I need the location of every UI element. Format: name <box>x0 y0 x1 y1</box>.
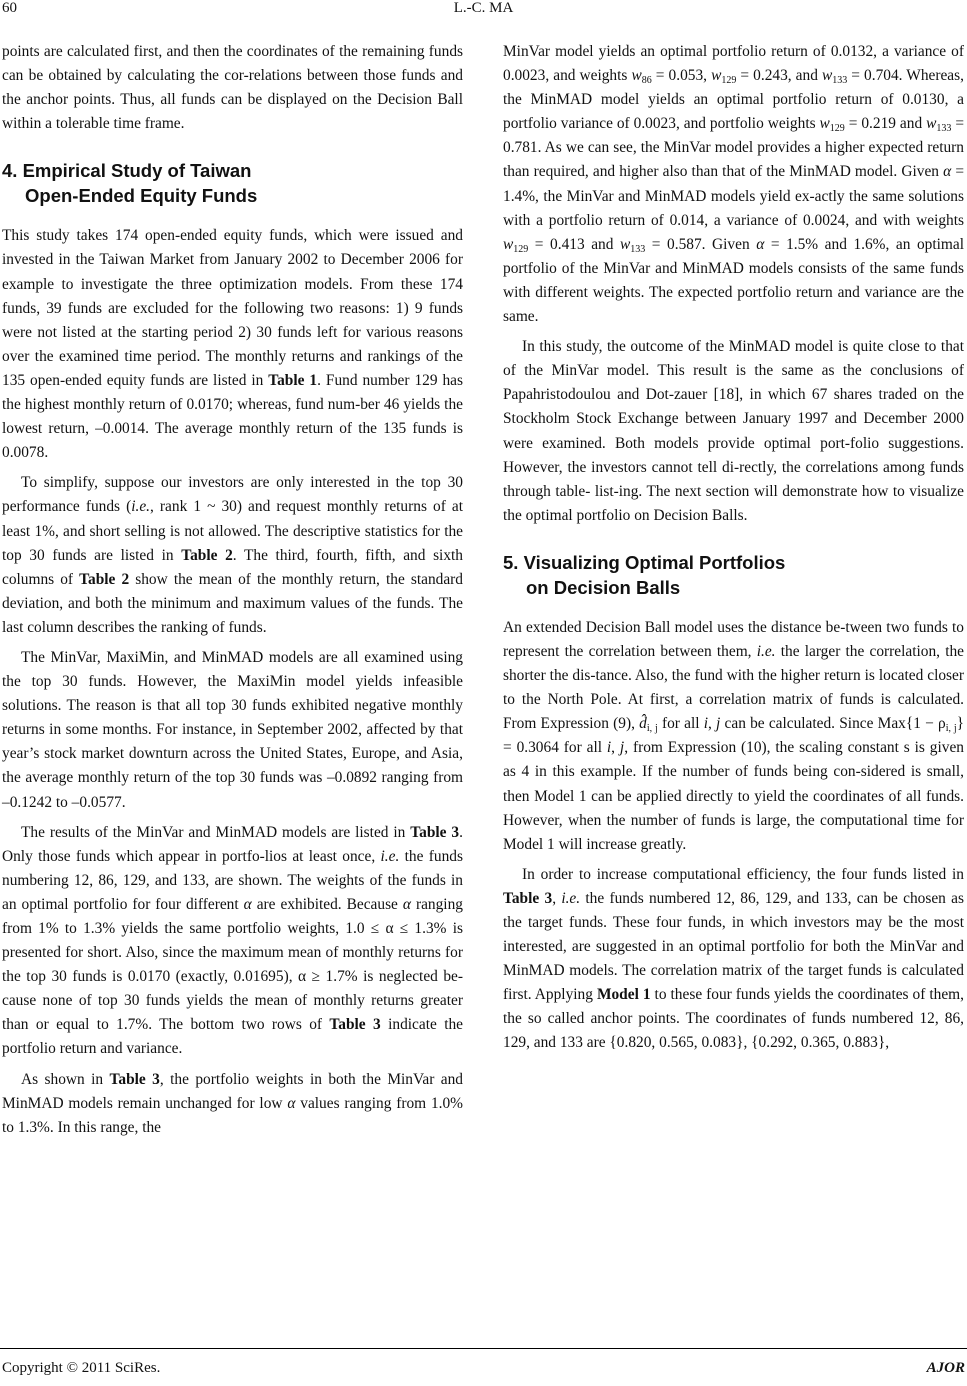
text-run: To simplify, suppose our investors are only interested in the top 30 performance funds ( <box>2 474 463 516</box>
text-run: = 1.4%, the MinVar and MinMAD models yield ex-actly the same solutions with a portfolio return of 0.014, a variance of 0.0024, and with weights <box>503 163 965 229</box>
text-run: , rank 1 ~ 30) and request monthly returns of at least 1%, and short selling is not allowed. The descriptive statistics for the top 30 funds are listed in <box>2 498 463 564</box>
math-var: j <box>619 739 625 757</box>
text-italic: i.e. <box>131 498 151 516</box>
text-run: . The third, fourth, fifth, and sixth columns of <box>2 546 463 588</box>
table-ref: Table 1 <box>268 371 318 389</box>
math-inline: Max{1 − ρ <box>877 715 946 733</box>
weight-symbol: w <box>619 235 631 253</box>
text-run: the funds numbering 12, 86, 129, and 133, are shown. The weights of the funds in an optimal portfolio for four different <box>2 847 463 913</box>
text-run: , <box>611 739 620 757</box>
text-run: = 0.053, <box>651 67 712 85</box>
model-ref: Model 1 <box>596 986 651 1004</box>
text-run: values ranging from 1.0% to 1.3%. In this range, the <box>2 1094 463 1136</box>
text-run: show the mean of the monthly return, the standard deviation, and both the minimum and maximum values of the funds. The last column describes the ranking of funds. <box>2 570 463 636</box>
subscript: 133 <box>832 75 848 87</box>
text-run: = 0.3064 for all <box>503 739 607 757</box>
alpha-symbol: α <box>287 1094 296 1112</box>
paragraph-intro: points are calculated first, and then the coordinates of the remaining funds can be obtained by calculating the cor-relations between those funds and the anchor points. Thus, all funds can be displayed on the Decision Ball within a tolerable time frame. <box>2 43 463 133</box>
text-run: = 0.219 and <box>844 115 927 133</box>
text-run: = 0.781. As we can see, the MinVar model provides a higher expected return than required, and higher also than that of the MinMAD model. Given <box>503 115 964 181</box>
right-column <box>503 40 964 1062</box>
alpha-symbol: α <box>243 895 252 913</box>
subscript: 129 <box>721 75 737 87</box>
text-run: , <box>707 715 717 733</box>
left-column <box>2 40 463 1146</box>
section-5-heading <box>503 550 964 600</box>
text-run: = 0.704. Whereas, the MinMAD model yields an optimal portfolio return of 0.0130, a portfolio variance of 0.0023, and portfolio weights <box>503 67 964 133</box>
math-inline: } <box>956 715 965 733</box>
text-run: = 0.413 and <box>528 235 620 253</box>
text-italic: i.e. <box>561 889 581 907</box>
subscript: 129 <box>829 123 845 135</box>
text-run: = 0.243, and <box>736 67 822 85</box>
paragraph-6 <box>503 40 964 329</box>
text-run: As shown in <box>21 1070 110 1088</box>
table-ref: Table 2 <box>79 570 130 588</box>
math-var: i <box>703 715 708 733</box>
table-ref: Table 3 <box>109 1070 160 1088</box>
text-run: is neglected be-cause none of top 30 funds yields the mean of monthly returns greater than or equal to 1.7%. The bottom two rows of <box>2 968 463 1034</box>
subscript: i, j <box>945 723 957 735</box>
paragraph-2 <box>2 471 463 640</box>
subscript: 133 <box>630 243 646 255</box>
table-ref: Table 2 <box>181 546 233 564</box>
text-run: are exhibited. Because <box>251 895 403 913</box>
table-ref: Table 3 <box>329 1016 381 1034</box>
section-4-heading-line2: Open-Ended Equity Funds <box>25 185 258 207</box>
text-run: An extended Decision Ball model uses the distance be-tween two funds to represent the correlation between them, <box>503 618 964 660</box>
math-var: j <box>716 715 721 733</box>
text-run: indicate the portfolio return and variance. <box>2 1016 463 1058</box>
paragraph-9 <box>503 863 964 1056</box>
weight-symbol: w <box>819 115 830 133</box>
footer-copyright: Copyright © 2011 SciRes. <box>2 1360 161 1376</box>
subscript: i, j <box>646 723 658 735</box>
running-head: L.-C. MA <box>453 0 514 16</box>
paragraph-4 <box>2 821 463 1062</box>
text-run: can be calculated. Since <box>720 715 878 733</box>
section-5-heading-line1: 5. Visualizing Optimal Portfolios <box>503 551 786 573</box>
section-5-heading-line2: on Decision Balls <box>526 576 681 598</box>
paragraph-1 <box>2 224 463 465</box>
paragraph-7: In this study, the outcome of the MinMAD model is quite close to that of the MinVar model. This result is the same as the conclusions of Papahristodoulou and Dot-zauer [18], in which 67 shares traded on the Stockholm Stock Exchange between January 1997 and December 2000 were examined. Both models provide optimal port-folio suggestions. However, the investors cannot tell di-rectly, the correlations among funds through table- list-ing. The next section will demonstrate how to visualize the optimal portfolio on Decision Balls. <box>503 338 964 524</box>
math-inline: 1.0 ≤ α ≤ 1.3% <box>345 920 447 937</box>
text-run: , <box>552 889 562 907</box>
text-run: the funds numbered 12, 86, 129, and 133, can be chosen as the target funds. These four funds, in which investors may be the most interested, are suggested in an optimal portfolio for both the MinVar and MinMAD models. The correlation matrix of the target funds is calculated first. Applying <box>503 889 964 1004</box>
alpha-symbol: α <box>943 163 952 181</box>
table-ref: Table 3 <box>410 823 460 841</box>
footer-journal: AJOR <box>926 1360 965 1376</box>
table-ref: Table 3 <box>503 889 553 907</box>
section-4-heading-line1: 4. Empirical Study of Taiwan <box>2 160 252 182</box>
text-run: for all <box>657 715 704 733</box>
weight-symbol: w <box>926 115 937 133</box>
page-number: 60 <box>2 0 17 16</box>
paragraph-5 <box>2 1068 463 1140</box>
text-run: In order to increase computational efficiency, the four funds listed in <box>522 865 964 883</box>
text-run: , the portfolio weights in both the MinVar and MinMAD models remain unchanged for low <box>2 1070 464 1112</box>
subscript: 133 <box>936 123 952 135</box>
weight-symbol: w <box>503 235 514 253</box>
subscript: 86 <box>641 75 652 87</box>
text-run: , from Expression (10), the scaling constant s is given as 4 in this example. If the number of funds being con-sidered is small, then Model 1 can be applied directly to yield the coordinates of all funds. However, when the number of funds is large, the computational time for Model 1 will increase greatly. <box>503 739 964 853</box>
footer-divider <box>0 1348 967 1349</box>
text-run: . Only those funds which appear in portfo-lios at least once, <box>2 823 463 865</box>
text-run: to these four funds yields the coordinates of them, the so called anchor points. The coordinates of funds numbered 12, 86, 129, and 133 are {0.820, 0.565, 0.083}, {0.292, 0.365, 0.883}, <box>503 986 964 1052</box>
text-italic: i.e. <box>380 847 400 865</box>
paragraph-8 <box>503 616 964 857</box>
math-d-hat: d̂ <box>639 715 647 733</box>
alpha-symbol: α <box>402 895 411 913</box>
subscript: 129 <box>513 243 529 255</box>
paragraph-3: The MinVar, MaxiMin, and MinMAD models are all examined using the top 30 funds. However, the MaxiMin model yields infeasible solutions. The reason is that all top 30 funds exhibited negative monthly returns in some months. For instance, in September 2002, affected by that year’s stock market downturn across the United States, Europe, and Asia, the average monthly return of the top 30 funds was –0.0892 ranging from –0.1242 to –0.0577. <box>2 648 463 811</box>
weight-symbol: w <box>711 67 722 85</box>
weight-symbol: w <box>631 67 642 85</box>
text-run: = 1.5% and 1.6%, an optimal portfolio of the MinVar and MinMAD models consists of the same funds with different weights. The expected portfolio return and variance are the same. <box>503 235 964 326</box>
text-run: = 0.587. Given <box>645 235 757 253</box>
text-run: . Fund number 129 has the highest monthly return of 0.0170; whereas, fund num-ber 46 yields the lowest return, –0.0014. The average monthly return of the 135 funds is 0.0078. <box>2 371 463 462</box>
math-var: i <box>606 739 612 757</box>
text-run: MinVar model yields an optimal portfolio return of 0.0132, a variance of 0.0023, and weights <box>503 43 964 85</box>
text-run: ranging from 1% to 1.3% yields the same portfolio weights, <box>2 895 463 937</box>
section-4-heading <box>2 158 463 208</box>
text-run: is presented for short. Also, since the maximum mean of monthly returns for the top 30 funds is 0.0170 (exactly, 0.01695), <box>2 920 463 986</box>
alpha-symbol: α <box>756 235 765 253</box>
text-run: the larger the correlation, the shorter the dis-tance. Also, the fund with the higher return is located closer to the North Pole. At first, a correlation matrix of funds is calculated. From Expression (9), <box>503 642 964 733</box>
text-run: The results of the MinVar and MinMAD models are listed in <box>21 823 411 841</box>
weight-symbol: w <box>821 67 833 85</box>
text-italic: i.e. <box>756 642 776 660</box>
math-inline: α ≥ 1.7% <box>298 968 358 986</box>
text-run: This study takes 174 open-ended equity funds, which were issued and invested in the Taiwan Market from January 2002 to December 2006 for example to investigate the three optimization models. From these 174 funds, 39 funds are excluded for the following two reasons: 1) 9 funds were not listed at the starting period 2) 30 funds left for various reasons over the examined time period. The monthly returns and rankings of the 135 open-ended equity funds are listed in <box>2 227 463 389</box>
